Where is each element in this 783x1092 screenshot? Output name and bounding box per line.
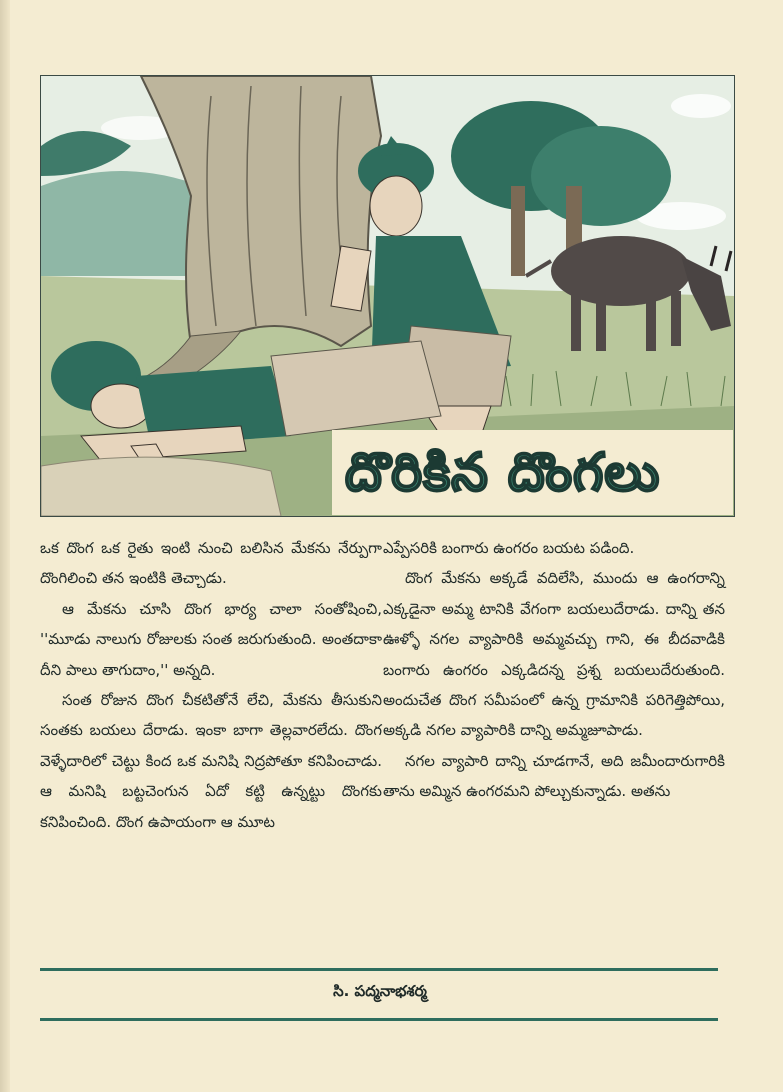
left-text-column bbox=[40, 533, 382, 837]
paragraph: ఆ మేకను చూసి దొంగ భార్య చాలా సంతోషించి, ''మూడు నాలుగు రోజులకు సంత జరుగుతుంది. అంతదాకా దీని పాలు తాగుదాం,'' అన్నది. bbox=[40, 599, 382, 679]
paragraph: దొంగ మేకను అక్కడే వదిలేసి, ముందు ఆ ఉంగరాన్ని ఎక్కడైనా అమ్మ టానికి వేగంగా బయలుదేరాడు. దాన్ని తన ఊళ్ళో నగల వ్యాపారికి అమ్మవచ్చు గాని, ఈ బీదవాడికి బంగారు ఉంగరం ఎక్కడిదన్న ప్రశ్న బయలుదేరుతుంది. అందుచేత దొంగ సమీపంలో ఉన్న గ్రామానికి పరిగెత్తిపోయి, అక్కడి నగల వ్యాపారికి దాన్ని అమ్మజూపాడు. bbox=[383, 569, 725, 740]
page-edge bbox=[0, 0, 10, 1092]
paragraph: ఎప్పేసరికి బంగారు ఉంగరం బయట పడింది. bbox=[383, 539, 635, 557]
divider-top bbox=[40, 968, 718, 971]
paragraph: సంత రోజున దొంగ చీకటితోనే లేచి, మేకను తీసుకుని సంతకు బయలు దేరాడు. ఇంకా బాగా తెల్లవారలేదు. దొంగ వెళ్ళేదారిలో చెట్టు కింద ఒక మనిషి నిద్రపోతూ కనిపించాడు. ఆ మనిషి బట్టచెంగున ఏదో కట్టి ఉన్నట్టు దొంగకు కనిపించింది. దొంగ ఉపాయంగా ఆ మూట bbox=[40, 691, 382, 831]
divider-bottom bbox=[40, 1018, 718, 1021]
paragraph: నగల వ్యాపారి దాన్ని చూడగానే, అది జమీందారుగారికి తాను అమ్మిన ఉంగరమని పోల్చుకున్నాడు. అతను bbox=[383, 751, 725, 801]
story-title: దొరికిన దొంగలు bbox=[345, 443, 661, 503]
right-text-column bbox=[383, 533, 725, 807]
author-credit: సి. పద్మనాభశర్మ bbox=[333, 982, 427, 1000]
paragraph: ఒక దొంగ ఒక రైతు ఇంటి నుంచి బలిసిన మేకను నేర్పుగా దొంగిలించి తన ఇంటికి తెచ్చాడు. bbox=[40, 539, 382, 588]
